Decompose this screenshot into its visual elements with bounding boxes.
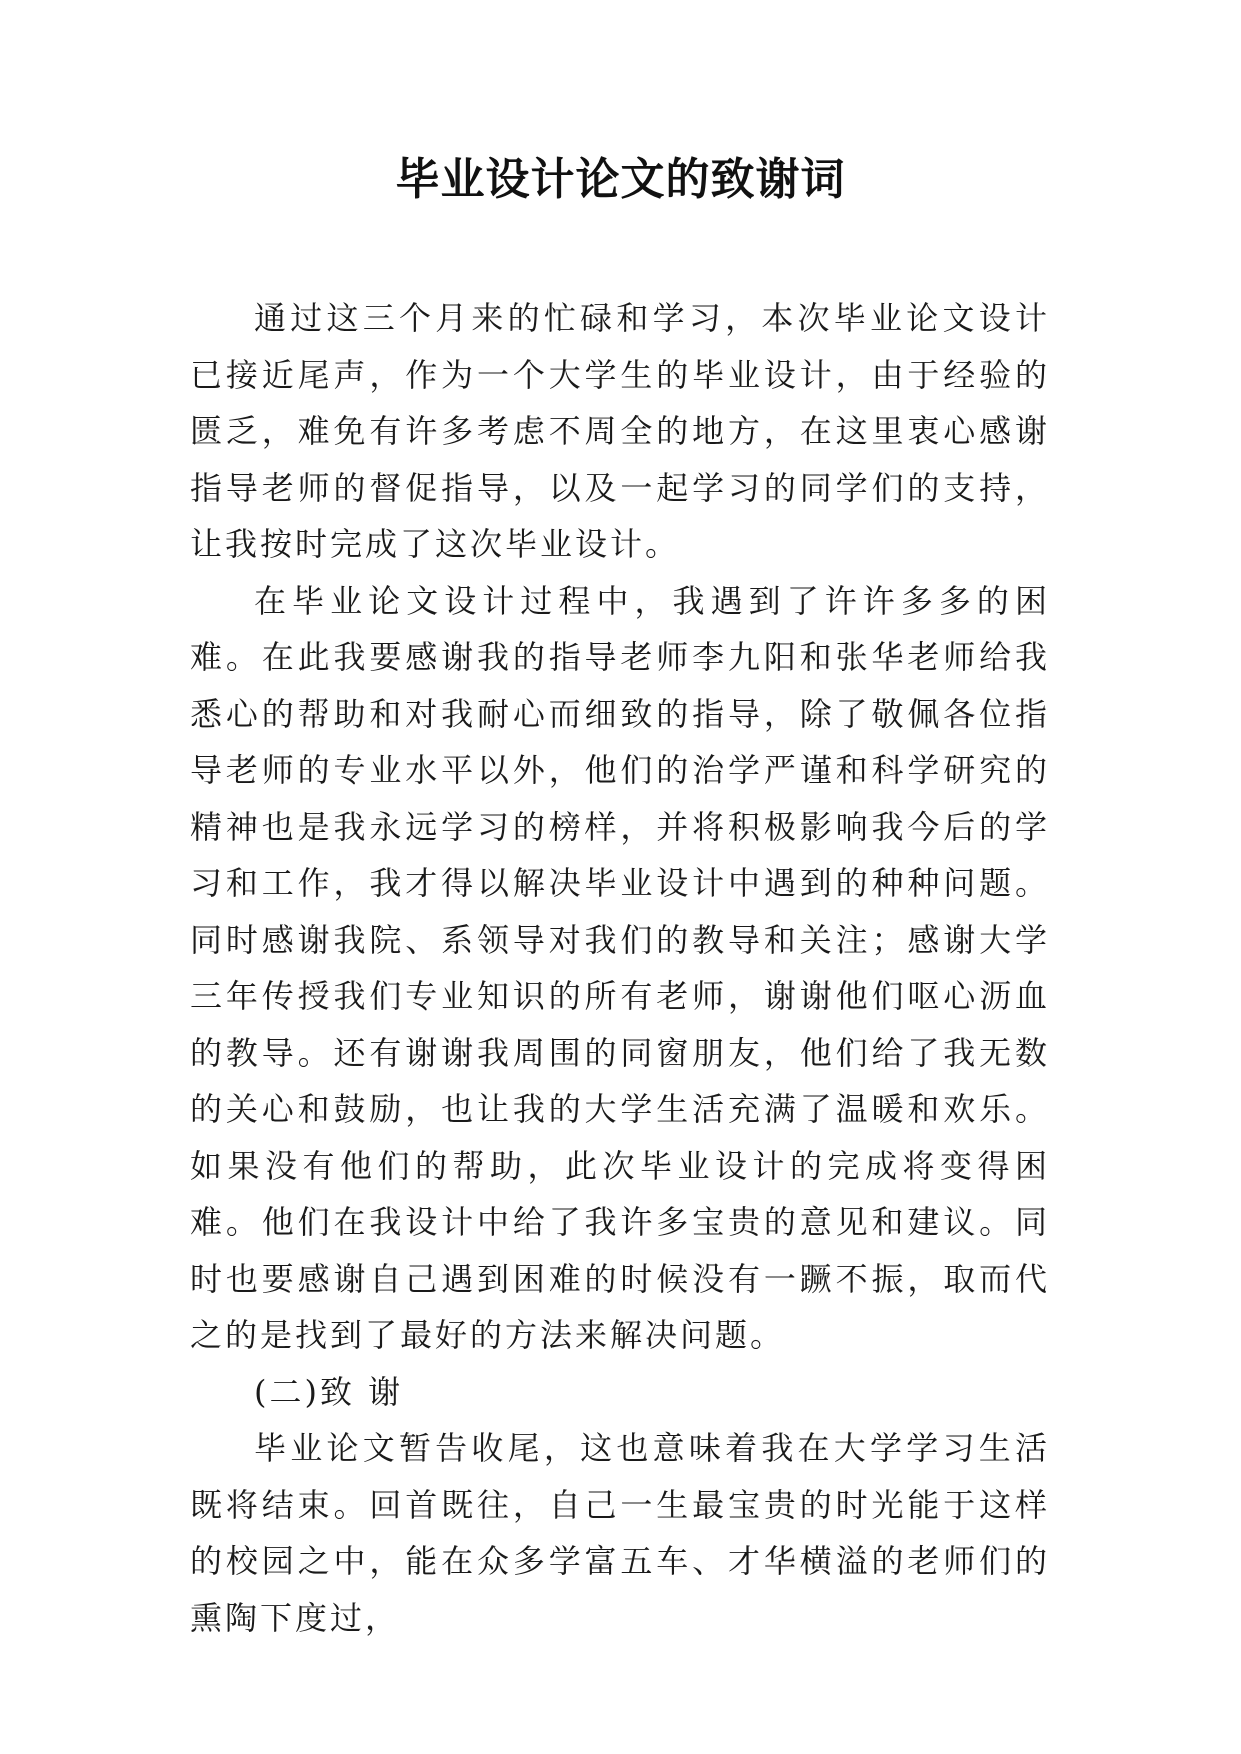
document-body	[190, 290, 1050, 1646]
paragraph-intro: 通过这三个月来的忙碌和学习，本次毕业论文设计已接近尾声，作为一个大学生的毕业设计，由于经验的匮乏，难免有许多考虑不周全的地方，在这里衷心感谢指导老师的督促指导，以及一起学习的同学们的支持，让我按时完成了这次毕业设计。	[190, 299, 1050, 563]
paragraph-thanks-teachers: 在毕业论文设计过程中，我遇到了许许多多的困难。在此我要感谢我的指导老师李九阳和张华老师给我悉心的帮助和对我耐心而细致的指导，除了敬佩各位指导老师的专业水平以外，他们的治学严谨和科学研究的精神也是我永远学习的榜样，并将积极影响我今后的学习和工作，我才得以解决毕业设计中遇到的种种问题。同时感谢我院、系领导对我们的教导和关注；感谢大学三年传授我们专业知识的所有老师，谢谢他们呕心沥血的教导。还有谢谢我周围的同窗朋友，他们给了我无数的关心和鼓励，也让我的大学生活充满了温暖和欢乐。如果没有他们的帮助，此次毕业设计的完成将变得困难。他们在我设计中给了我许多宝贵的意见和建议。同时也要感谢自己遇到困难的时候没有一蹶不振，取而代之的是找到了最好的方法来解决问题。	[190, 581, 1050, 1354]
paragraph-closing: 毕业论文暂告收尾，这也意味着我在大学学习生活既将结束。回首既往，自己一生最宝贵的时光能于这样的校园之中，能在众多学富五车、才华横溢的老师们的熏陶下度过，	[190, 1429, 1050, 1637]
section-subheading: (二)致 谢	[254, 1372, 404, 1411]
document-title: 毕业设计论文的致谢词	[395, 154, 846, 205]
